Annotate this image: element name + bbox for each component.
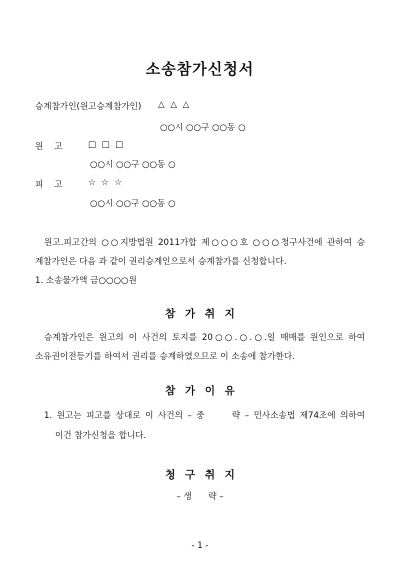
defendant-label: 피 고 <box>35 180 63 190</box>
intervenor-label: 승계참가인(원고승계참가인) <box>35 102 142 112</box>
reason-heading: 참 가 이 유 <box>165 385 235 397</box>
omitted-note: – 생 략 – <box>176 492 224 502</box>
plaintiff-address: ○○시 ○○구 ○○동 ○ <box>90 160 176 170</box>
intervenor-address: ○○시 ○○구 ○○동 ○ <box>160 123 246 133</box>
page-number: - 1 - <box>191 541 209 551</box>
purpose-line-1: 승계참가인은 원고의 이 사건의 토지를 20○○.○.○.일 매매를 원인으로 하여 <box>44 333 365 343</box>
plaintiff-name: □ □ □ <box>88 140 124 150</box>
claim-value: 1. 소송물가액 금○○○○원 <box>35 276 137 286</box>
purpose-heading: 참 가 취 지 <box>165 308 235 320</box>
purpose-line-2: 소유권이전등기를 하여서 권리를 승계하였으므로 이 소송에 참가한다. <box>35 352 295 362</box>
defendant-name: ☆ ☆ ☆ <box>88 178 123 188</box>
document-title: 소송참가신청서 <box>145 60 255 78</box>
reason-line-1: 1. 원고는 피고를 상대로 이 사건의 – 중 략 – 민사소송법 제74조에 의하여 <box>44 411 365 421</box>
defendant-address: ○○시 ○○구 ○○동 ○ <box>90 199 176 209</box>
intro-line-1: 원고․피고간의 ○○지방법원 2011가합 제○○○호 ○○○청구사건에 관하여 승 <box>44 238 365 248</box>
reason-line-2: 이건 참가신청을 합니다. <box>55 431 147 441</box>
intro-line-2: 계참가인은 다음 과 같이 권리승계인으로서 승계참가를 신청합니다. <box>35 257 287 267</box>
claim-heading: 청 구 취 지 <box>165 469 235 481</box>
plaintiff-label: 원 고 <box>35 142 63 152</box>
intervenor-name: △ △ △ <box>158 100 190 110</box>
